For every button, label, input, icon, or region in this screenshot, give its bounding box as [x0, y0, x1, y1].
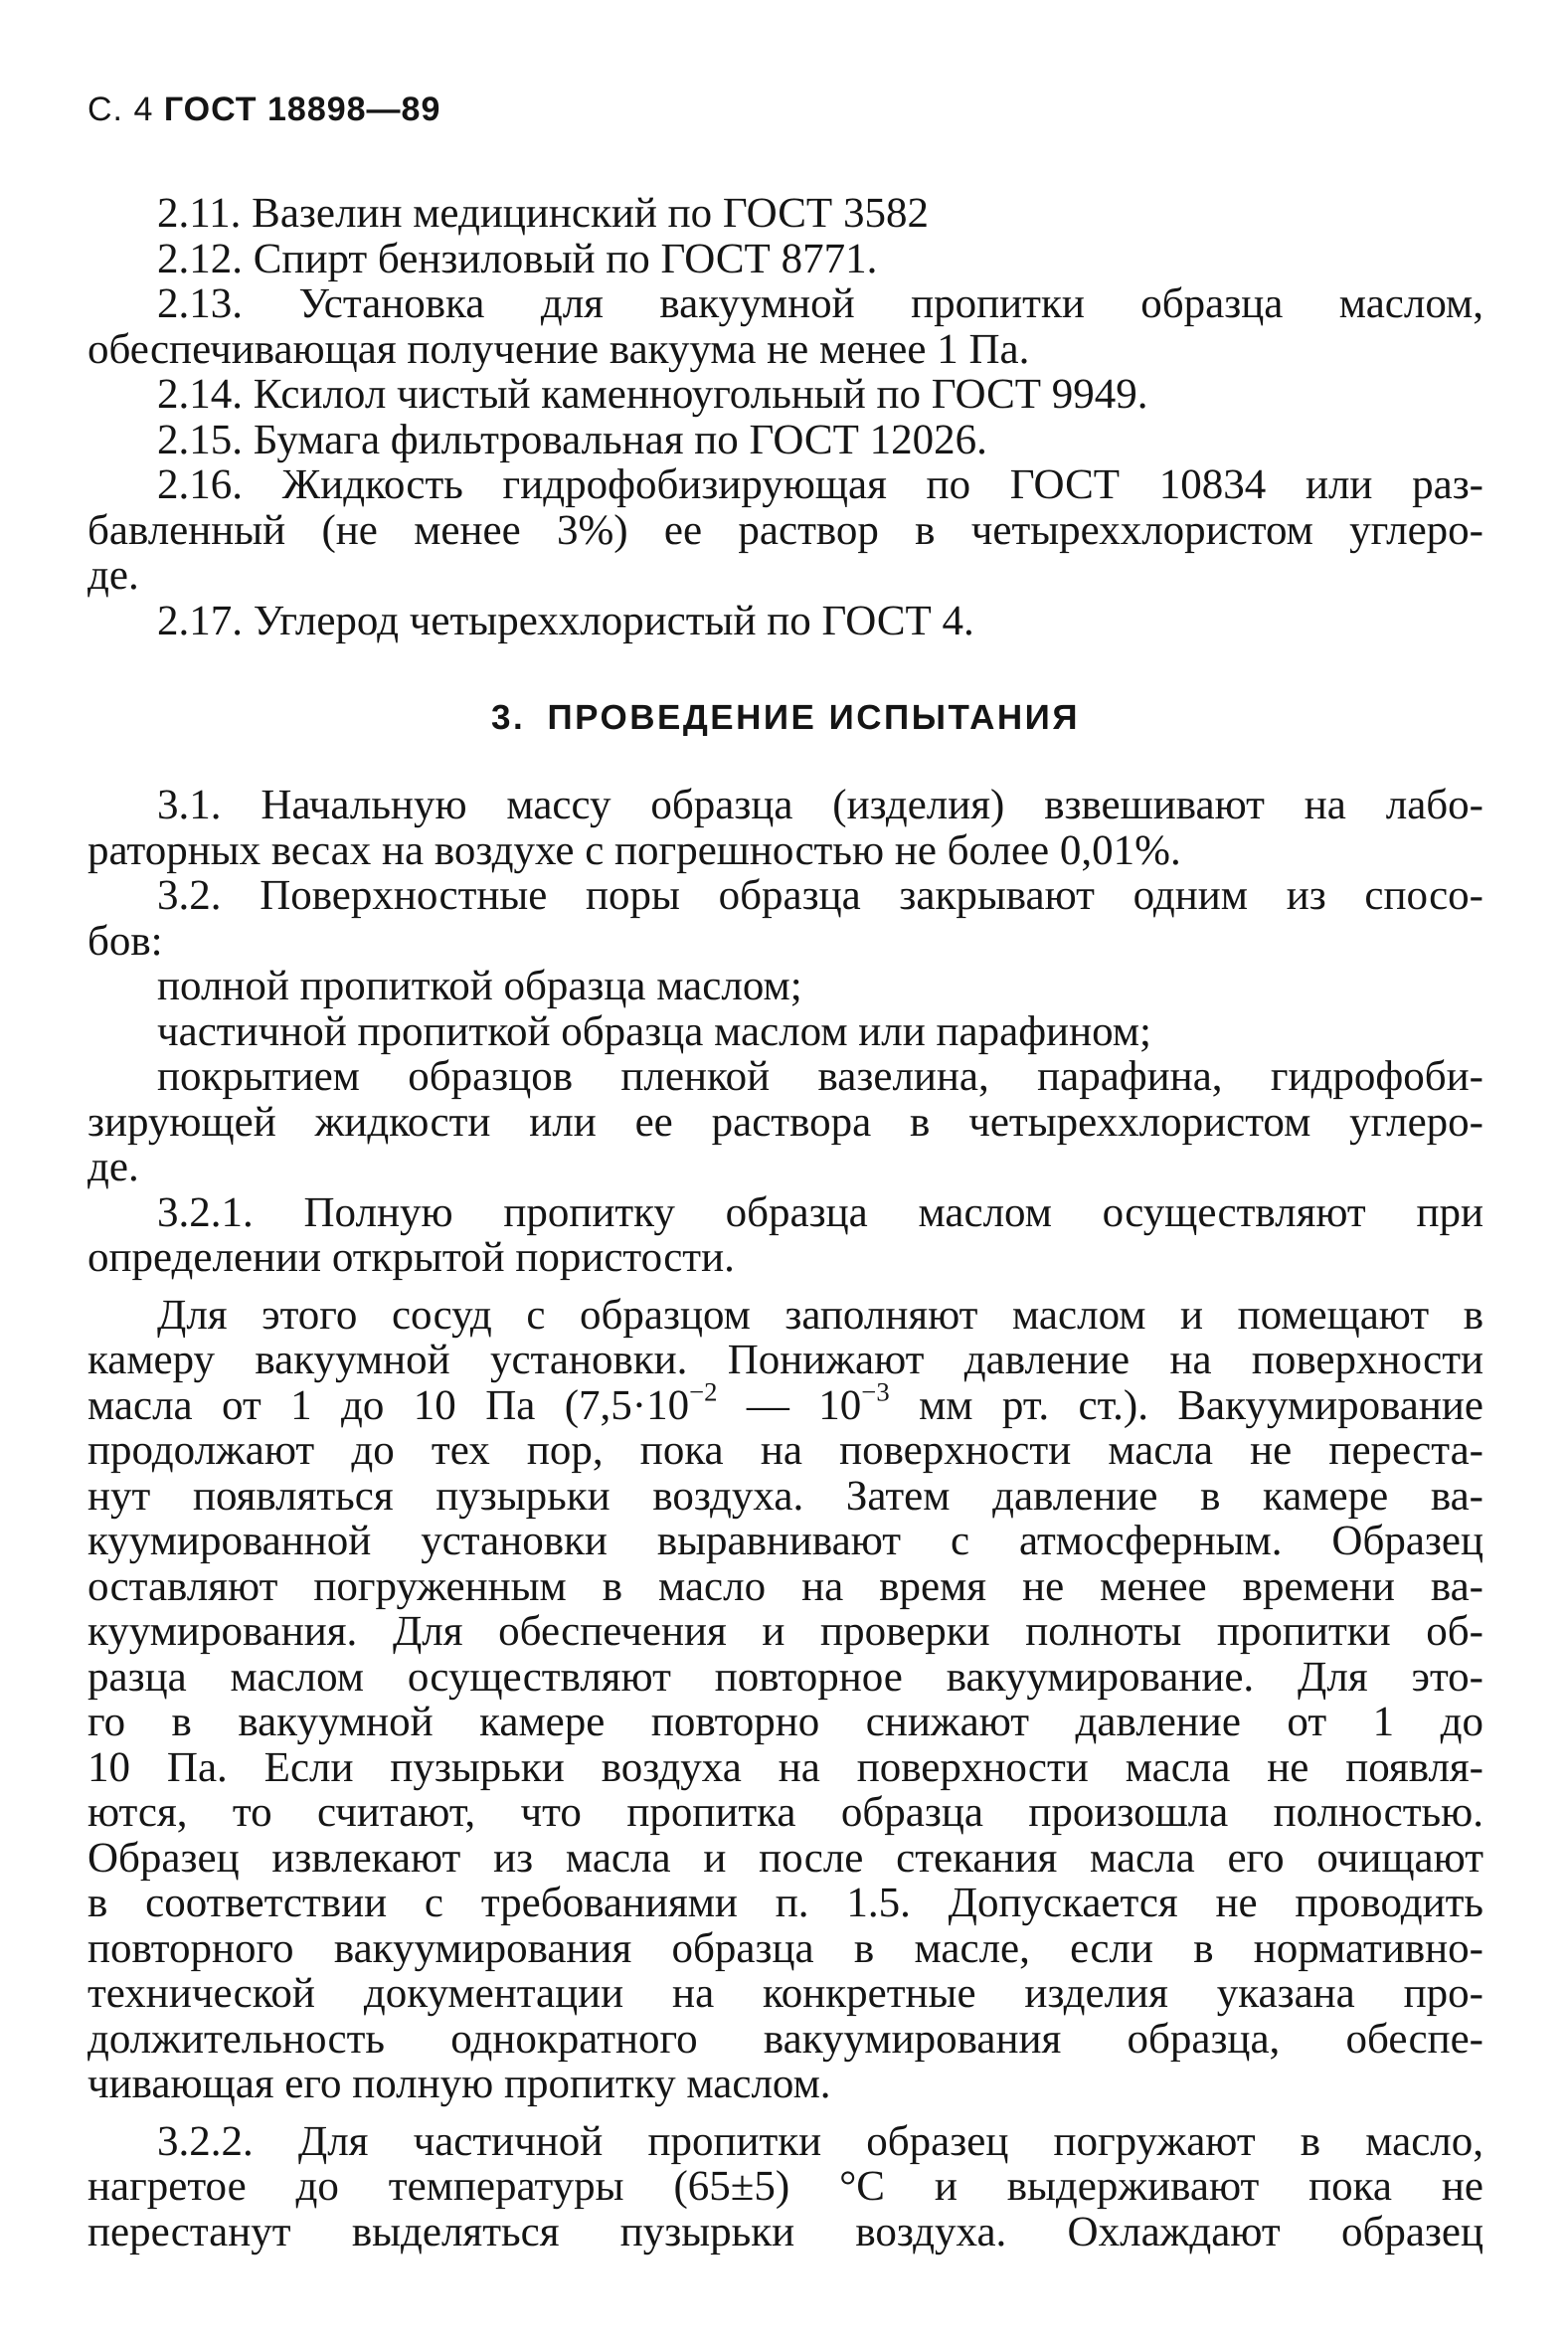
paragraph [87, 2119, 1483, 2255]
line-text: продолжают до тех пор, пока на поверхности масла не переста- [87, 1427, 1483, 1474]
text-line [87, 1428, 1483, 1474]
line-text: 3.2.1. Полную пропитку образца маслом осуществляют при [157, 1188, 1483, 1236]
text-line [87, 2210, 1483, 2255]
text-line [87, 1375, 1484, 1429]
line-text: 2.16. Жидкость гидрофобизирующая по ГОСТ 10834 или раз- [157, 461, 1483, 508]
text-line [87, 553, 1483, 599]
text-line [87, 1145, 1483, 1190]
line-text: в соответствии с требованиями п. 1.5. Допускается не проводить [87, 1880, 1483, 1926]
section-2-materials [87, 191, 1483, 643]
line-text: нагретое до температуры (65±5) °С и выдерживают пока не [87, 2163, 1483, 2210]
text-line [87, 1293, 1483, 1339]
text-line [87, 1564, 1483, 1610]
text-line [87, 1519, 1483, 1564]
text-line [87, 1836, 1483, 1882]
text-line [87, 1926, 1483, 1972]
paragraph [87, 1293, 1483, 2107]
text-line [87, 327, 1483, 373]
line-text: 2.13. Установка для вакуумной пропитки образца маслом, [157, 280, 1483, 327]
text-line [87, 1700, 1483, 1745]
text-line [87, 1190, 1483, 1236]
line-text: должительность однократного вакуумирования образца, обеспе- [87, 2015, 1483, 2063]
line-text: определении открытой пористости. [87, 1234, 735, 1281]
text-line [87, 599, 1483, 644]
section-3-body [87, 783, 1483, 2254]
line-text: 2.17. Углерод четыреххлористый по ГОСТ 4. [157, 597, 974, 644]
line-text: мм рт. ст.). Вакуумирование [889, 1381, 1484, 1429]
line-text: 2.11. Вазелин медицинский по ГОСТ 3582 [157, 190, 929, 237]
line-text: перестанут выделяться пузырьки воздуха. Охлаждают образец [87, 2208, 1483, 2255]
exponent: −3 [861, 1375, 890, 1406]
line-text: де. [87, 1144, 139, 1190]
line-text: раторных весах на воздухе с погрешностью не более 0,01%. [87, 826, 1181, 874]
text-line [87, 1609, 1483, 1655]
text-line [87, 508, 1483, 554]
text-line [87, 1474, 1483, 1520]
text-line [87, 1971, 1483, 2017]
line-text: де. [87, 552, 139, 599]
line-text: Для этого сосуд с образцом заполняют маслом и помещают в [157, 1291, 1483, 1339]
page-header [87, 88, 1483, 127]
text-line [87, 462, 1483, 508]
text-line [87, 1790, 1483, 1836]
page-number: С. 4 [87, 90, 154, 128]
line-text: обеспечивающая получение вакуума не менее 1 Па. [87, 325, 1030, 373]
line-text: Образец извлекают из масла и после стекания масла его очищают [87, 1834, 1483, 1882]
line-text: — 10 [717, 1381, 862, 1429]
text-line [87, 919, 1483, 965]
line-text: 3.1. Начальную массу образца (изделия) взвешивают на лабо- [157, 782, 1483, 828]
text-line [87, 237, 1483, 282]
line-text: чивающая его полную пропитку маслом. [87, 2061, 831, 2107]
line-text: 2.14. Ксилол чистый каменноугольный по ГОСТ 9949. [157, 371, 1148, 418]
text-line [87, 191, 1483, 237]
line-text: разца маслом осуществляют повторное вакуумирование. Для это- [87, 1653, 1483, 1701]
text-line [87, 2062, 1483, 2107]
text-line [87, 2164, 1483, 2210]
section-number: 3. [491, 698, 526, 737]
text-line [87, 2017, 1483, 2063]
line-text: го в вакуумной камере повторно снижают давление от 1 до [87, 1699, 1483, 1745]
paragraph [87, 783, 1483, 1281]
text-line [87, 372, 1483, 418]
line-text: 2.15. Бумага фильтровальная по ГОСТ 12026. [157, 416, 987, 463]
line-text: оставляют погруженным в масло на время не менее времени ва- [87, 1562, 1483, 1610]
section-3-heading [87, 695, 1483, 745]
line-text: технической документации на конкретные изделия указана про- [87, 1970, 1483, 2017]
text-line [87, 281, 1483, 327]
text-line [87, 1054, 1483, 1100]
text-line [87, 828, 1483, 874]
line-text: 3.2. Поверхностные поры образца закрывают одним из спосо- [157, 872, 1483, 919]
exponent: −2 [689, 1375, 718, 1406]
text-line [87, 1100, 1483, 1146]
text-line [87, 2119, 1483, 2165]
line-text: покрытием образцов пленкой вазелина, парафина, гидрофоби- [157, 1053, 1483, 1100]
text-line [87, 964, 1483, 1009]
line-text: масла от 1 до 10 Па (7,5·10 [87, 1381, 690, 1429]
line-text: 2.12. Спирт бензиловый по ГОСТ 8771. [157, 235, 878, 282]
line-text: куумированной установки выравнивают с атмосферным. Образец [87, 1518, 1483, 1564]
text-line [87, 1745, 1483, 1791]
standard-code: ГОСТ 18898—89 [163, 90, 441, 128]
line-text: камеру вакуумной установки. Понижают давление на поверхности [87, 1337, 1483, 1383]
text-line [87, 1235, 1483, 1281]
text-line [87, 783, 1483, 828]
text-line [87, 1881, 1483, 1926]
line-text: зирующей жидкости или ее раствора в четыреххлористом углеро- [87, 1098, 1483, 1146]
text-line [87, 1338, 1483, 1383]
line-text: частичной пропиткой образца маслом или парафином; [157, 1007, 1151, 1055]
text-line [87, 418, 1483, 463]
line-text: нут появляться пузырьки воздуха. Затем давление в камере ва- [87, 1472, 1483, 1520]
line-text: ются, то считают, что пропитка образца произошла полностью. [87, 1789, 1483, 1836]
section-title: ПРОВЕДЕНИЕ ИСПЫТАНИЯ [547, 698, 1080, 737]
line-text: повторного вакуумирования образца в масле, если в нормативно- [87, 1924, 1483, 1972]
line-text: полной пропиткой образца маслом; [157, 963, 802, 1009]
line-text: бавленный (не менее 3%) ее раствор в четыреххлористом углеро- [87, 506, 1483, 554]
text-line [87, 1009, 1483, 1055]
text-line [87, 873, 1483, 919]
line-text: куумирования. Для обеспечения и проверки полноты пропитки об- [87, 1608, 1483, 1655]
line-text: 10 Па. Если пузырьки воздуха на поверхности масла не появля- [87, 1743, 1483, 1791]
text-line [87, 1655, 1483, 1701]
line-text: 3.2.2. Для частичной пропитки образец погружают в масло, [157, 2117, 1483, 2165]
line-text: бов: [87, 917, 163, 965]
